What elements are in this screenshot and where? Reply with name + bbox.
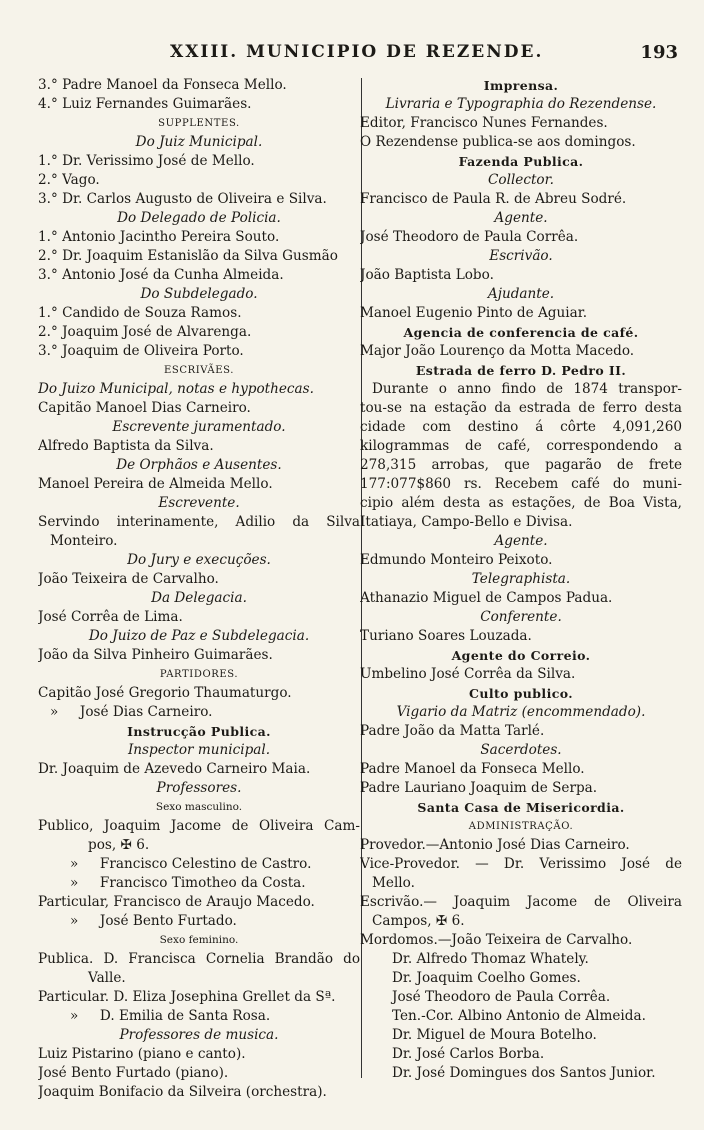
text-line: Padre Manoel da Fonseca Mello. [360, 761, 585, 777]
text-line: 3.° Dr. Carlos Augusto de Oliveira e Silva. [38, 191, 327, 207]
text-line: 3.° Padre Manoel da Fonseca Mello. [38, 77, 287, 93]
text-line: Ten.-Cor. Albino Antonio de Almeida. [392, 1008, 646, 1024]
section-heading: SUPPLENTES. [158, 118, 240, 129]
text-line: Luiz Pistarino (piano e canto). [38, 1046, 246, 1062]
text-line: Provedor.—Antonio José Dias Carneiro. [360, 837, 630, 853]
subheading: Do Juizo Municipal, notas e hypothecas. [38, 381, 314, 397]
text-line: Edmundo Monteiro Peixoto. [360, 552, 553, 568]
subheading: Professores de musica. [119, 1027, 279, 1043]
text-line: José Theodoro de Paula Corrêa. [392, 989, 611, 1005]
paragraph-line: Durante o anno findo de 1874 transpor- [372, 381, 682, 397]
text-line: Monteiro. [50, 533, 118, 549]
text-line: Joaquim Bonifacio da Silveira (orchestra). [38, 1084, 327, 1100]
text-line: 1.° Dr. Verissimo José de Mello. [38, 153, 255, 169]
subheading: Ajudante. [487, 286, 555, 302]
paragraph-line: tou-se na estação da estrada de ferro desta [360, 400, 682, 416]
text-line: João Baptista Lobo. [360, 267, 494, 283]
text-line: Editor, Francisco Nunes Fernandes. [360, 115, 608, 131]
subheading: Sacerdotes. [480, 742, 562, 758]
subheading: Professores. [156, 780, 242, 796]
subheading: Vigario da Matriz (encommendado). [396, 704, 646, 720]
text-line: Dr. Joaquim de Azevedo Carneiro Maia. [38, 761, 311, 777]
text-line: 2.° Vago. [38, 172, 100, 188]
paragraph-line: Itatiaya, Campo-Bello e Divisa. [360, 514, 573, 530]
subheading: Livraria e Typographia do Rezendense. [385, 96, 657, 112]
subheading: Do Juiz Municipal. [135, 134, 263, 150]
text-line: Athanazio Miguel de Campos Padua. [360, 590, 613, 606]
text-line: Padre Lauriano Joaquim de Serpa. [360, 780, 598, 796]
text-line: » José Bento Furtado. [70, 913, 237, 929]
text-line: Turiano Soares Louzada. [360, 628, 532, 644]
page-title: XXIII. MUNICIPIO DE REZENDE. [170, 42, 544, 62]
left-column [38, 76, 360, 1102]
text-line: Dr. José Domingues dos Santos Junior. [392, 1065, 656, 1081]
section-heading: Imprensa. [483, 78, 559, 93]
subheading: Telegraphista. [471, 571, 571, 587]
text-line: Major João Lourenço da Motta Macedo. [360, 343, 635, 359]
text-line: José Bento Furtado (piano). [38, 1065, 229, 1081]
section-heading: Santa Casa de Misericordia. [417, 800, 625, 815]
paragraph-line: 177:077$860 rs. Recebem café do muni- [360, 476, 682, 492]
text-line: Manoel Pereira de Almeida Mello. [38, 476, 273, 492]
subheading: Do Delegado de Policia. [117, 210, 281, 226]
subheading: Do Juizo de Paz e Subdelegacia. [88, 628, 310, 644]
text-line: pos, ✠ 6. [88, 837, 150, 853]
text-line: Alfredo Baptista da Silva. [38, 438, 214, 454]
paragraph-line: 278,315 arrobas, que pagarão de frete [360, 457, 682, 473]
text-line: » D. Emilia de Santa Rosa. [70, 1008, 271, 1024]
text-line: Francisco de Paula R. de Abreu Sodré. [360, 191, 627, 207]
subheading: Sexo masculino. [155, 801, 243, 813]
paragraph-line: cidade com destino á côrte 4,091,260 [360, 419, 682, 435]
text-line: 1.° Antonio Jacintho Pereira Souto. [38, 229, 280, 245]
text-line: 3.° Antonio José da Cunha Almeida. [38, 267, 284, 283]
text-line: José Corrêa de Lima. [38, 609, 183, 625]
text-line: Publica. D. Francisca Cornelia Brandão do [38, 951, 360, 967]
section-heading: Agencia de conferencia de café. [403, 325, 639, 340]
subheading: Sexo feminino. [159, 934, 239, 946]
text-line: Mello. [372, 875, 415, 891]
text-line: 3.° Joaquim de Oliveira Porto. [38, 343, 244, 359]
text-line: Campos, ✠ 6. [372, 913, 465, 929]
text-line: Servindo interinamente, Adilio da Silva [38, 514, 360, 530]
section-heading: ESCRIVÃES. [163, 365, 235, 376]
subheading: Collector. [488, 172, 554, 188]
text-line: Dr. José Carlos Borba. [392, 1046, 545, 1062]
subheading: Inspector municipal. [127, 742, 271, 758]
paragraph-line: cipio além desta as estações, de Boa Vista, [360, 495, 682, 511]
text-line: Dr. Alfredo Thomaz Whately. [392, 951, 589, 967]
text-line: Mordomos.—João Teixeira de Carvalho. [360, 932, 633, 948]
subheading: Escrevente. [158, 495, 240, 511]
text-line: » Francisco Celestino de Castro. [70, 856, 312, 872]
page-header [0, 42, 704, 70]
section-heading: ADMINISTRAÇÃO. [468, 821, 574, 832]
text-line: Particular, Francisco de Araujo Macedo. [38, 894, 315, 910]
text-line: 1.° Candido de Souza Ramos. [38, 305, 242, 321]
text-line: Capitão Manoel Dias Carneiro. [38, 400, 251, 416]
section-heading: Estrada de ferro D. Pedro II. [415, 363, 627, 378]
subheading: Agente. [494, 210, 548, 226]
right-column [360, 76, 682, 1083]
text-line: José Theodoro de Paula Corrêa. [360, 229, 579, 245]
text-line: João Teixeira de Carvalho. [38, 571, 219, 587]
text-line: » Francisco Timotheo da Costa. [70, 875, 306, 891]
text-line: Dr. Joaquim Coelho Gomes. [392, 970, 581, 986]
text-line: » José Dias Carneiro. [50, 704, 213, 720]
text-line: 4.° Luiz Fernandes Guimarães. [38, 96, 252, 112]
subheading: Conferente. [480, 609, 562, 625]
text-line: Vice-Provedor. — Dr. Verissimo José de [360, 856, 682, 872]
text-line: Manoel Eugenio Pinto de Aguiar. [360, 305, 588, 321]
text-line: O Rezendense publica-se aos domingos. [360, 134, 636, 150]
text-line: Umbelino José Corrêa da Silva. [360, 666, 576, 682]
text-line: 2.° Dr. Joaquim Estanislão da Silva Gusmão [38, 248, 338, 264]
subheading: Da Delegacia. [151, 590, 247, 606]
section-heading: Fazenda Publica. [458, 154, 584, 169]
section-heading: PARTIDORES. [159, 669, 239, 680]
text-line: Publico, Joaquim Jacome de Oliveira Cam- [38, 818, 360, 834]
text-line: Valle. [88, 970, 126, 986]
section-heading: Instrucção Publica. [127, 724, 271, 739]
subheading: Agente. [494, 533, 548, 549]
text-line: Dr. Miguel de Moura Botelho. [392, 1027, 597, 1043]
subheading: Do Jury e execuções. [127, 552, 271, 568]
text-line: Padre João da Matta Tarlé. [360, 723, 545, 739]
text-line: João da Silva Pinheiro Guimarães. [38, 647, 273, 663]
section-heading: Agente do Correio. [451, 648, 591, 663]
text-line: Particular. D. Eliza Josephina Grellet da Sª. [38, 989, 336, 1005]
section-heading: Culto publico. [469, 686, 573, 701]
text-line: Escrivão.— Joaquim Jacome de Oliveira [360, 894, 682, 910]
subheading: Do Subdelegado. [140, 286, 258, 302]
page-number: 193 [640, 42, 678, 63]
paragraph-line: kilogrammas de café, correspondendo a [360, 438, 682, 454]
text-line: 2.° Joaquim José de Alvarenga. [38, 324, 252, 340]
subheading: De Orphãos e Ausentes. [116, 457, 282, 473]
subheading: Escrevente juramentado. [112, 419, 286, 435]
text-line: Capitão José Gregorio Thaumaturgo. [38, 685, 292, 701]
subheading: Escrivão. [489, 248, 553, 264]
